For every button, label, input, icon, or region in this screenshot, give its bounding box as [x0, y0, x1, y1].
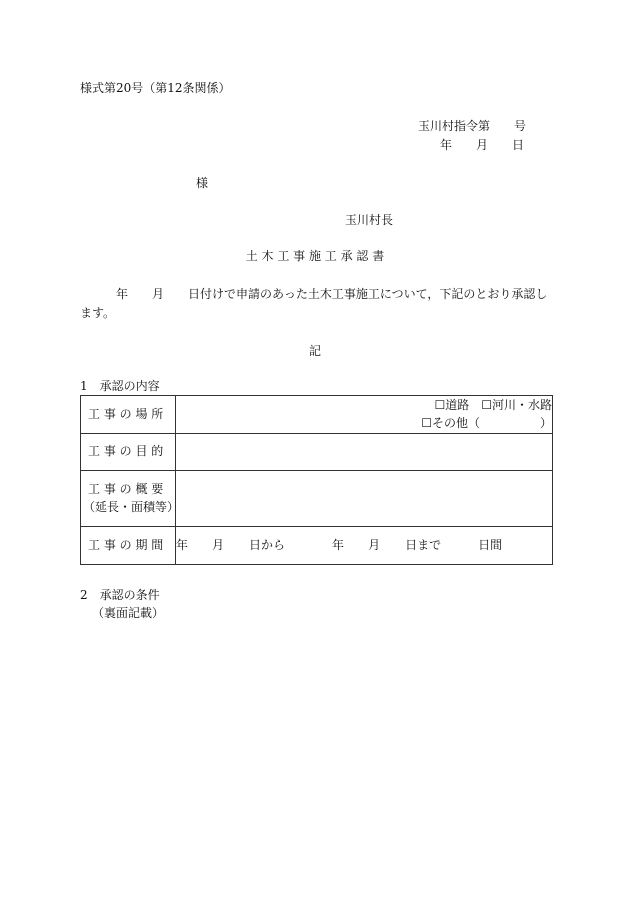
location-options-line1: ☐道路 ☐河川・水路 — [434, 398, 552, 413]
period-label: 工 事 の 期 間 — [81, 527, 176, 565]
section2-heading: 2 承認の条件 — [80, 588, 160, 602]
ki-heading: 記 — [308, 344, 321, 358]
period-days: 日間 — [478, 537, 503, 552]
purpose-value — [176, 434, 553, 471]
overview-label — [81, 471, 180, 527]
form-number: 様式第20号（第12条関係） — [80, 81, 231, 95]
issuer: 玉川村長 — [345, 213, 394, 227]
reference-number: 玉川村指令第 号 — [418, 119, 527, 133]
period-end-month: 月 — [368, 537, 381, 552]
location-options-line2: ☐その他（ ） — [421, 415, 552, 430]
section1-heading: 1 承認の内容 — [80, 379, 160, 393]
table-row — [81, 527, 553, 565]
approval-table — [80, 395, 553, 565]
document-title: 土 木 工 事 施 工 承 認 書 — [245, 249, 385, 263]
period-end-day: 日まで — [405, 537, 442, 552]
body-text: 年 月 日付けで申請のあった土木工事施工について，下記のとおり承認します。 — [80, 287, 548, 321]
table-row — [81, 396, 553, 434]
period-start-day: 日から — [249, 537, 286, 552]
table-row — [81, 471, 553, 527]
location-options — [176, 396, 553, 434]
addressee: 様 — [196, 176, 209, 190]
purpose-label: 工 事 の 目 的 — [81, 434, 176, 471]
section2-subtext: （裏面記載） — [92, 606, 165, 620]
overview-value — [176, 471, 553, 527]
table-row — [81, 434, 553, 471]
overview-label-line1: 工 事 の 概 要 — [88, 482, 164, 497]
overview-label-line2: （延長・面積等） — [83, 499, 180, 514]
location-label: 工 事 の 場 所 — [81, 396, 176, 434]
period-end-year: 年 — [332, 537, 345, 552]
period-value — [176, 527, 553, 565]
reference-date: 年 月 日 — [440, 138, 525, 152]
period-start-year: 年 — [176, 537, 189, 552]
period-start-month: 月 — [212, 537, 225, 552]
